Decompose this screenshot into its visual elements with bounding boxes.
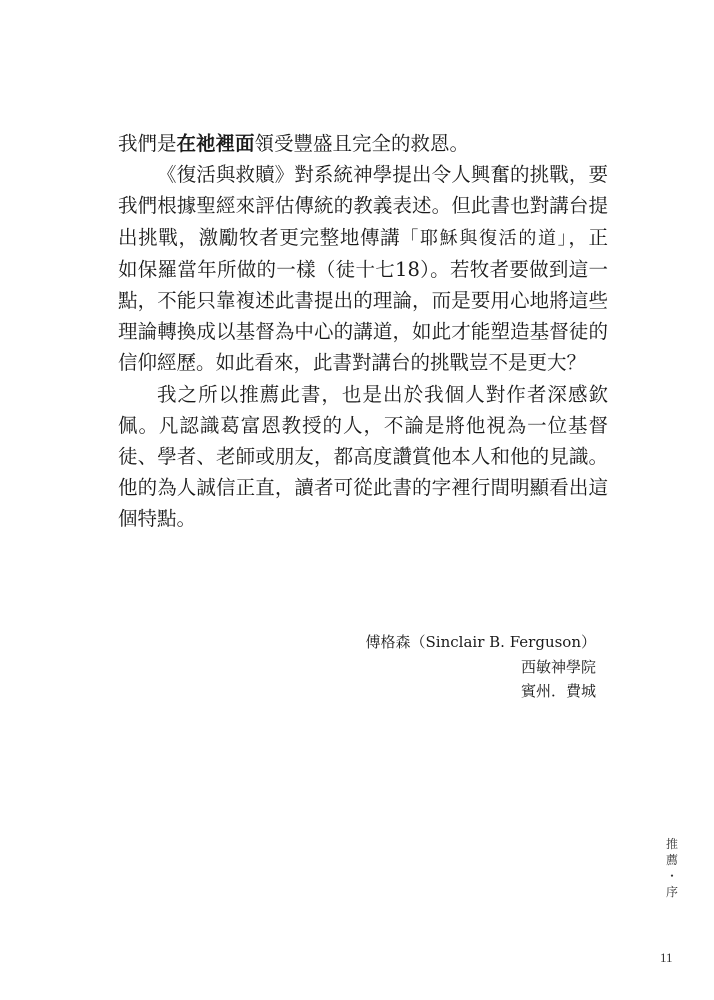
page-number: 11 bbox=[660, 950, 673, 965]
paragraph-1-start: 我們是 bbox=[118, 132, 177, 155]
author-location: 賓州．費城 bbox=[520, 682, 596, 700]
section-label-char: 薦 bbox=[665, 853, 678, 867]
signature-block bbox=[366, 630, 596, 704]
section-label bbox=[662, 836, 682, 900]
paragraph-1 bbox=[118, 128, 608, 159]
author-name: 傅格森（Sinclair B. Ferguson） bbox=[365, 633, 596, 651]
emphasized-phrase: 在祂裡面 bbox=[176, 132, 255, 155]
paragraph-2-start: 《復活與救贖》對系統神學提出令人興奮的挑戰，要我們根據聖經來評估傳統的教義表述。但此書也對講台提出挑戰，激勵牧者更完整地傳講 bbox=[118, 163, 608, 249]
paragraph-1-end: 領受豐盛且完全的救恩。 bbox=[254, 132, 470, 155]
quoted-phrase: 「耶穌與復活的道」 bbox=[400, 227, 569, 249]
section-label-char: ・ bbox=[665, 869, 678, 883]
section-label-char: 序 bbox=[665, 885, 678, 899]
paragraph-2-end: ，正如保羅當年所做的一樣（徒十七18）。若牧者要做到這一點，不能只靠複述此書提出的理論，而是要用心地將這些理論轉換成以基督為中心的講道，如此才能塑造基督徒的信仰經歷。如此看來，此書對講台的挑戰豈不是更大？ bbox=[118, 225, 608, 375]
author-institution: 西敏神學院 bbox=[520, 657, 596, 676]
paragraph-2 bbox=[118, 159, 608, 378]
section-label-char: 推 bbox=[665, 837, 678, 851]
paragraph-3: 我之所以推薦此書，也是出於我個人對作者深感欽佩。凡認識葛富恩教授的人，不論是將他視為一位基督徒、學者、老師或朋友，都高度讚賞他本人和他的見識。他的為人誠信正直，讀者可從此書的字裡行間明顯看出這個特點。 bbox=[118, 382, 608, 531]
body-text bbox=[118, 128, 608, 535]
